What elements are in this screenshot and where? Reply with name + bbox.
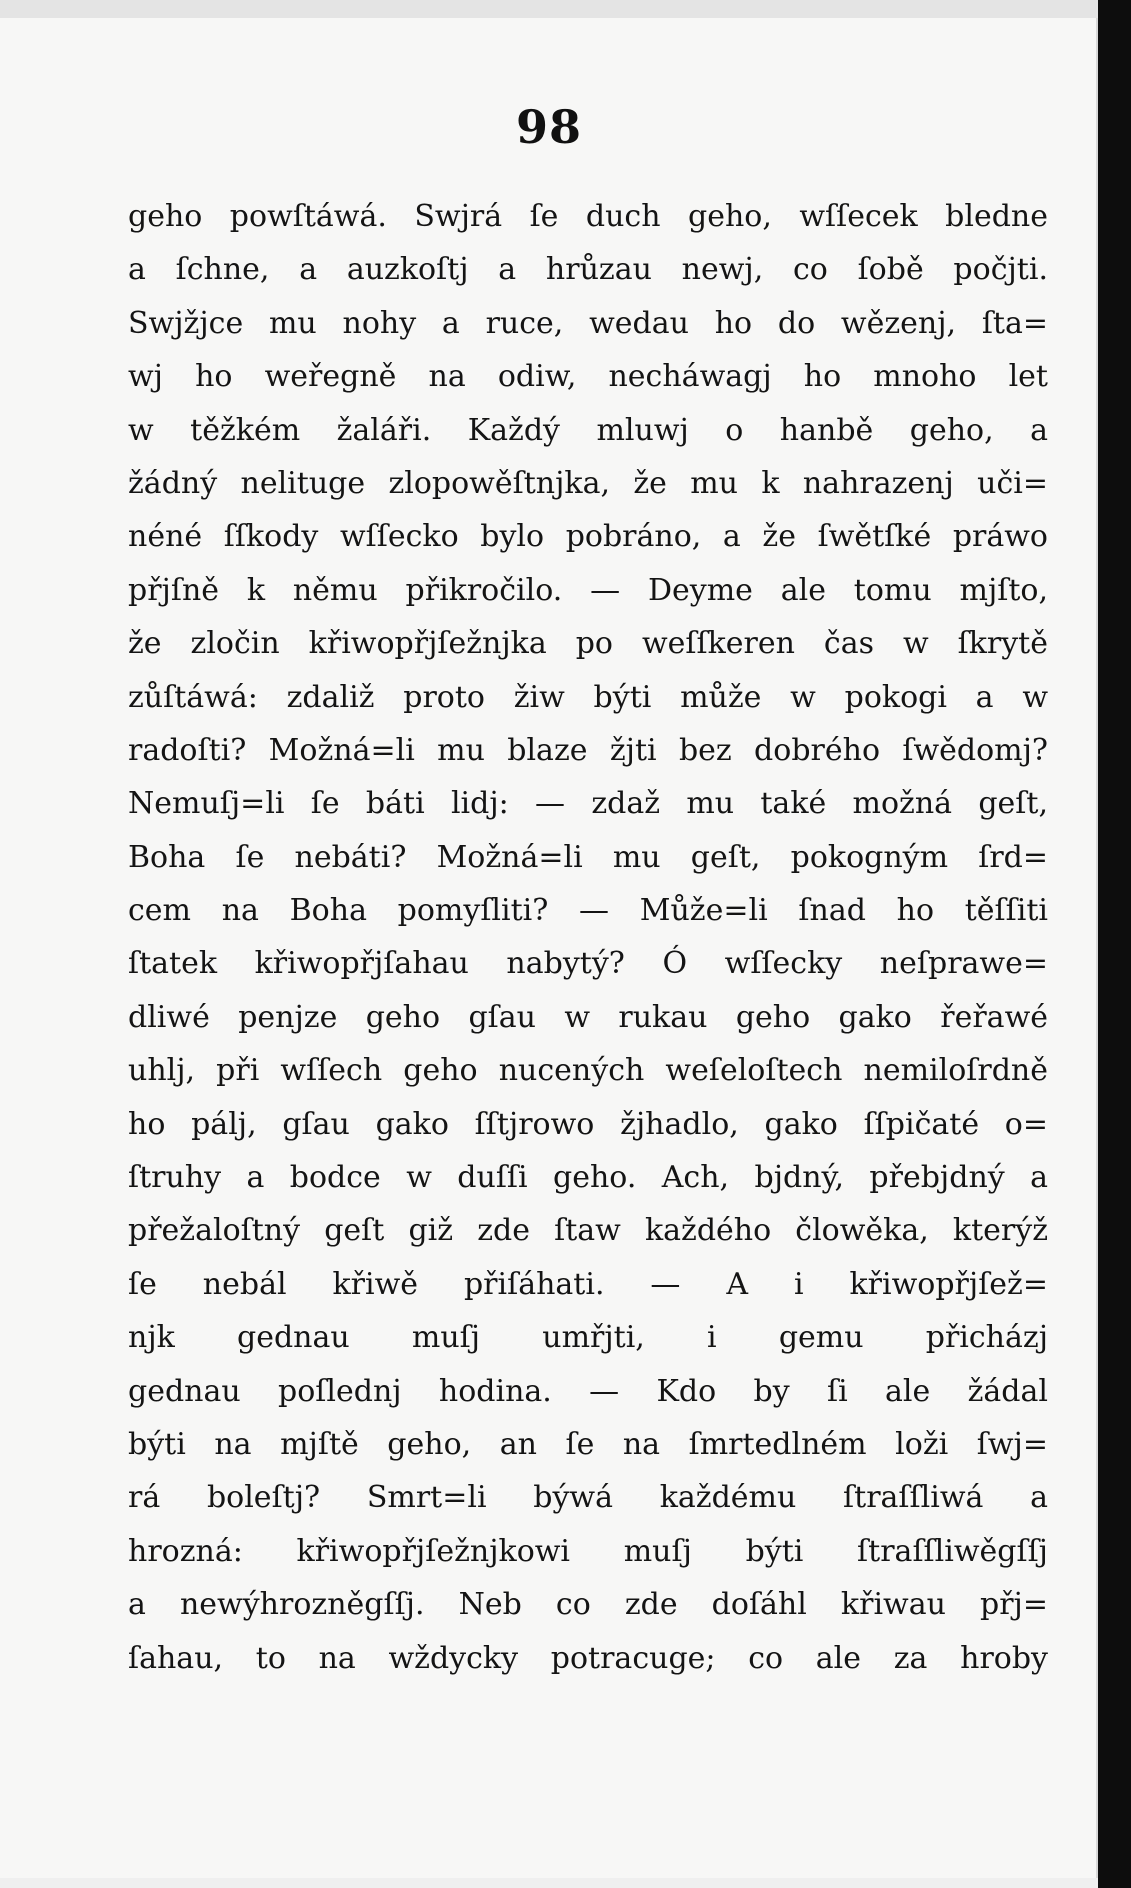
text-line: přjſně k němu přikročilo. — Deyme ale tomu mjſto,: [128, 572, 1048, 608]
text-line: néné ſſkody wſſecko bylo pobráno, a že ſwětſké práwo: [128, 519, 1048, 555]
text-line: ſtruhy a bodce w duſſi geho. Ach, bjdný, přebjdný a: [128, 1160, 1048, 1196]
text-line: radoſti? Možná=li mu blaze žjti bez dobrého ſwědomj?: [128, 732, 1048, 768]
text-line: Nemuſj=li ſe báti lidj: — zdaž mu také možná geſt,: [128, 786, 1048, 822]
text-line: gednau poſlednj hodina. — Kdo by ſi ale žádal: [128, 1373, 1048, 1409]
text-line: wj ho weřegně na odiw, necháwagj ho mnoho let: [128, 359, 1048, 395]
text-line: cem na Boha pomyſliti? — Může=li ſnad ho těſſiti: [128, 893, 1048, 929]
text-line: a newýhrozněgſſj. Neb co zde doſáhl křiwau přj=: [128, 1587, 1048, 1623]
text-line: býti na mjſtě geho, an ſe na ſmrtedlném loži ſwj=: [128, 1426, 1048, 1462]
text-line: ſe nebál křiwě přiſáhati. — A i křiwopřjſež=: [128, 1266, 1048, 1302]
text-line: hrozná: křiwopřjſežnjkowi muſj býti ſtraſſliwěgſſj: [128, 1533, 1048, 1569]
text-line: žádný nelituge zlopowěſtnjka, že mu k nahrazenj uči=: [128, 465, 1048, 501]
text-line: dliwé penjze geho gſau w rukau geho gako řeřawé: [128, 999, 1048, 1035]
text-line: rá boleſtj? Smrt=li býwá každému ſtraſſliwá a: [128, 1480, 1048, 1516]
page-top-edge: [0, 0, 1098, 18]
body-text: [128, 190, 1048, 1685]
text-line: zůſtáwá: zdaliž proto žiw býti může w pokogi a w: [128, 679, 1048, 715]
text-line: přežaloſtný geſt giž zde ſtaw každého člowěka, kterýž: [128, 1213, 1048, 1249]
scan-shadow-edge: [1098, 0, 1131, 1888]
book-page: [0, 18, 1098, 1878]
text-line: Swjžjce mu nohy a ruce, wedau ho do wězenj, ſta=: [128, 305, 1048, 341]
text-line: a ſchne, a auzkoſtj a hrůzau newj, co ſobě počjti.: [128, 252, 1048, 288]
page-number: 98: [515, 100, 582, 154]
text-line: njk gednau muſj umřjti, i gemu přicházj: [128, 1320, 1048, 1356]
text-line: geho powſtáwá. Swjrá ſe duch geho, wſſecek bledne: [128, 199, 1048, 234]
text-line: ſahau, to na wždycky potracuge; co ale za hroby: [128, 1640, 1048, 1676]
text-line: ſtatek křiwopřjſahau nabytý? Ó wſſecky neſprawe=: [128, 946, 1048, 982]
text-line: ho pálj, gſau gako ſſtjrowo žjhadlo, gako ſſpičaté o=: [128, 1106, 1048, 1142]
text-line: Boha ſe nebáti? Možná=li mu geſt, pokogným ſrd=: [128, 839, 1048, 875]
text-line: že zločin křiwopřjſežnjka po weſſkeren čas w ſkrytě: [128, 626, 1048, 662]
text-line: uhlj, při wſſech geho nucených weſeloſtech nemiloſrdně: [128, 1053, 1048, 1089]
text-line: w těžkém žaláři. Každý mluwj o hanbě geho, a: [128, 412, 1048, 448]
